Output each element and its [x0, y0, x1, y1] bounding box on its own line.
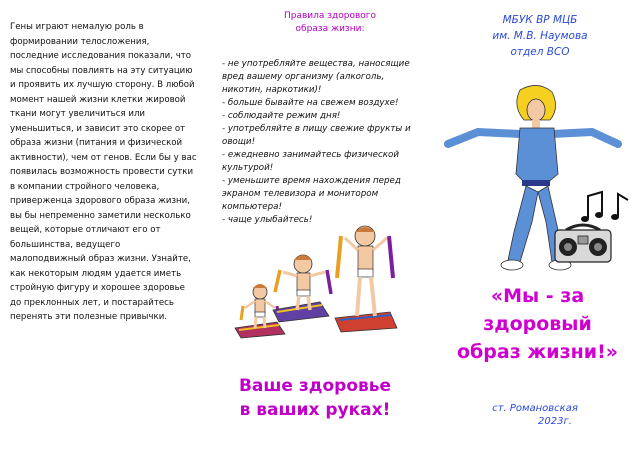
- org-line-3: отдел ВСО: [510, 46, 570, 58]
- place: ст. Романовская: [492, 403, 578, 414]
- rule-item: - соблюдайте режим дня!: [222, 111, 341, 121]
- brochure-title: «Мы - за здоровый образ жизни!»: [456, 285, 619, 363]
- rules-title: Правила здорового образа жизни:: [283, 11, 377, 34]
- organization-name: [460, 12, 620, 60]
- boombox-icon: [552, 222, 614, 264]
- rule-item: - ежедневно занимайтесь физической культурой!: [222, 150, 399, 173]
- rule-item: - не употребляйте вещества, наносящие вред вашему организму (алкоголь, никотин, наркотики)!: [222, 59, 410, 95]
- org-line-1: МБУК ВР МЦБ: [502, 14, 578, 26]
- place-and-year: [460, 402, 610, 428]
- rule-item: - уменьшите время нахождения перед экраном телевизора и монитором компьютера!: [222, 176, 401, 212]
- middle-panel: [205, 0, 420, 452]
- rule-item: - чаще улыбайтесь!: [222, 215, 313, 225]
- intro-text: Гены играют немалую роль в формировании телосложения, последние исследования показали, что мы способны повлиять на эту ситуацию и проявить их лучшую сторону. В любой момент нашей жизни клетки жировой ткани могут увеличиться или уменьшиться, и зависит это скорее от образа жизни (питания и физической активности), чем от генов. Если бы у вас появилась возможность провести сутки в компании стройного человека, приверженца здорового образа жизни, вы бы непременно заметили несколько вещей, которые отличают его от большинства, ведущего малоподвижный образ жизни. Узнайте, как некоторым людям удается иметь стройную фигуру и хорошее здоровье до преклонных лет, и постарайтесь перенять эти полезные привычки.: [10, 22, 197, 322]
- slogan: Ваше здоровье в ваших руках!: [238, 376, 392, 420]
- rule-item: - больше бывайте на свежем воздухе!: [222, 98, 399, 108]
- year: 2023г.: [538, 416, 572, 427]
- exercising-children-icon: [225, 222, 415, 342]
- rules-list: [222, 58, 422, 227]
- left-panel: [0, 0, 205, 452]
- right-panel: [420, 0, 640, 452]
- rule-item: - употребляйте в пищу свежие фрукты и овощи!: [222, 124, 411, 147]
- org-line-2: им. М.В. Наумова: [492, 30, 588, 42]
